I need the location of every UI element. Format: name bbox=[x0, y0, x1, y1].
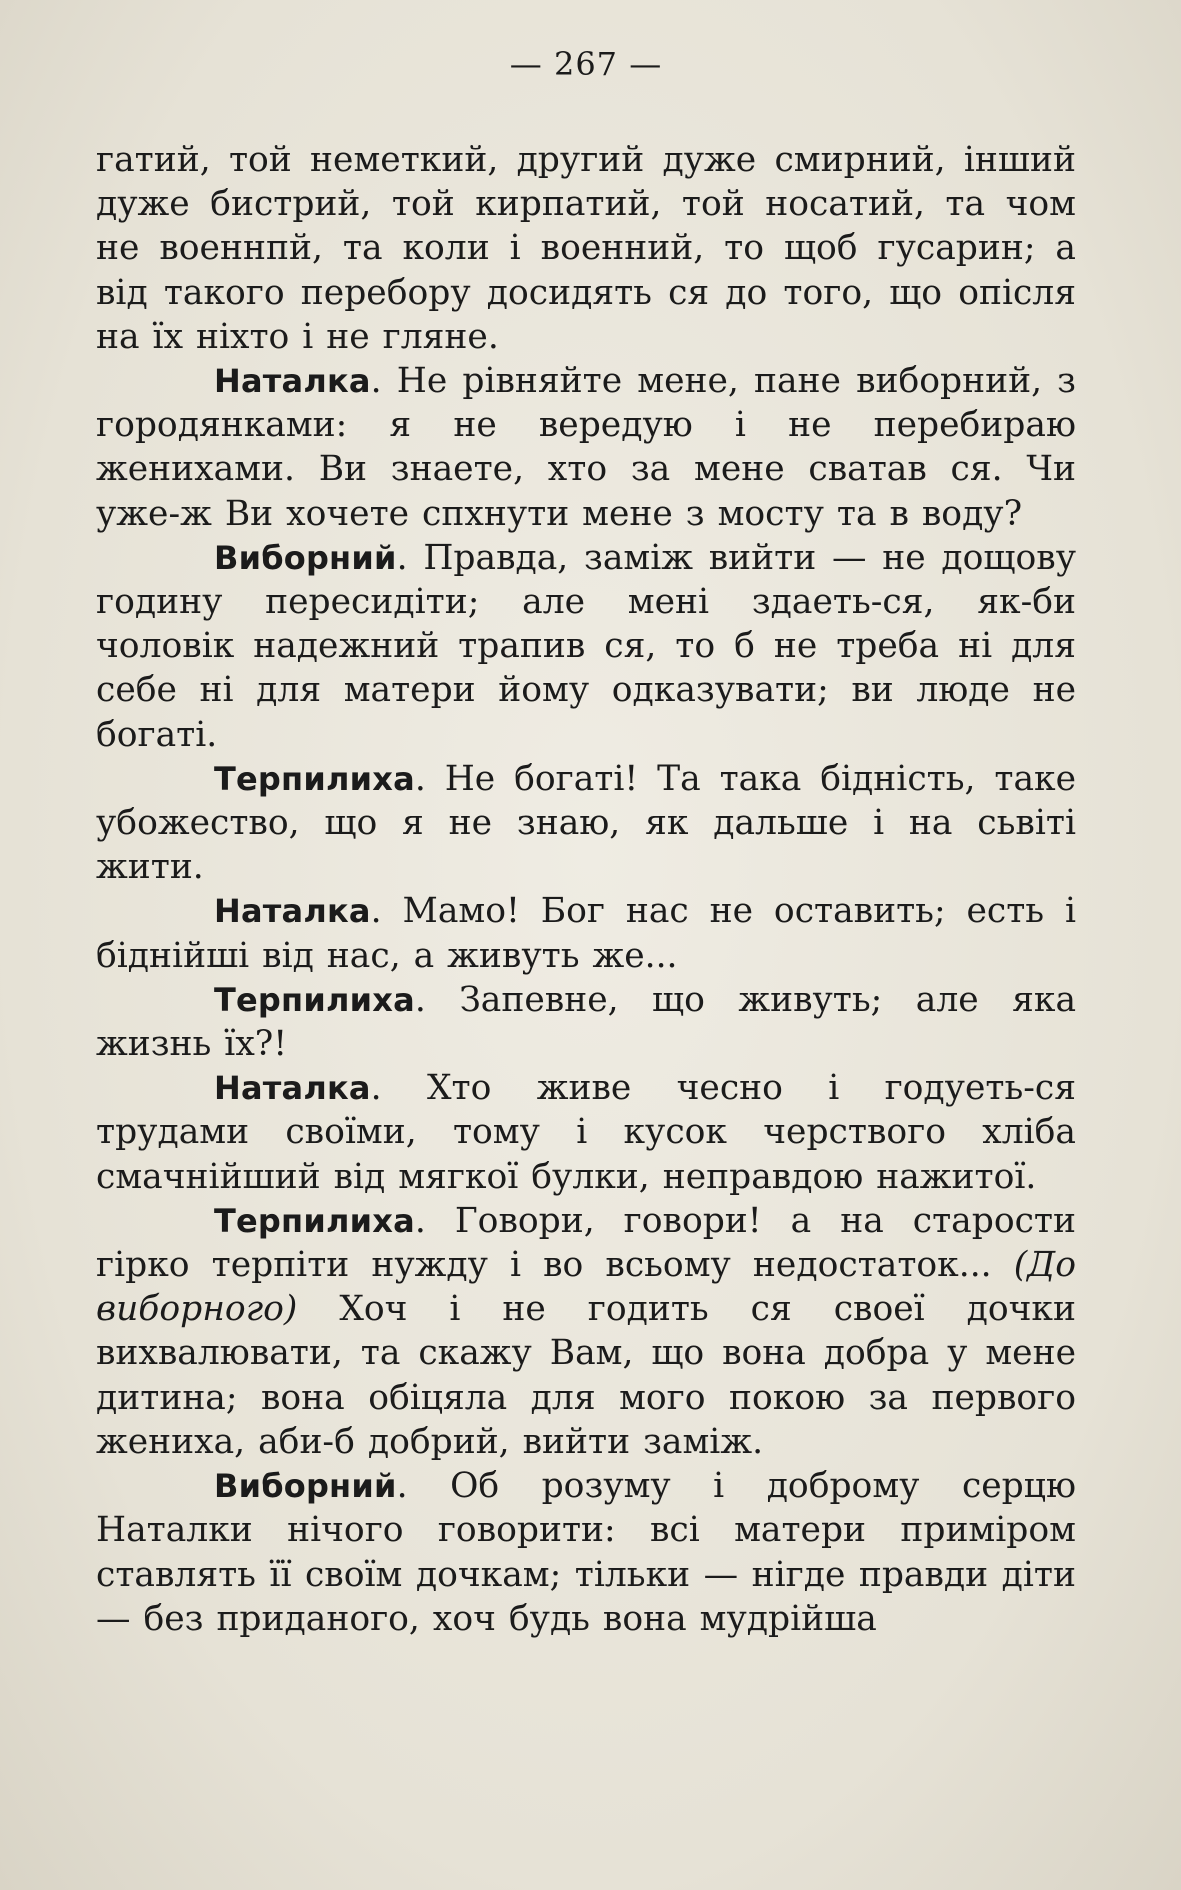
speaker-separator: . bbox=[414, 1200, 455, 1241]
paragraph-text: Хто живе чесно і годуеть-ся трудами своїми, тому і кусок черствого хліба смачнійший від мягкої булки, неправдою нажитої. bbox=[96, 1068, 1077, 1197]
paragraph-natalka-3 bbox=[96, 1066, 1076, 1199]
paragraph-text: гатий, той неметкий, другий дуже смирний, інший дуже бистрий, той кирпатий, той носатий, та чом не военнпй, та коли і военний, то щоб гусарин; а від такого перебору досидять ся до того, що опісля на їх ніхто і не гляне. bbox=[96, 140, 1076, 357]
paragraph-vybornyi-1 bbox=[96, 536, 1076, 757]
speaker-name: Виборний bbox=[214, 538, 397, 577]
paragraph-text: Запевне, що живуть; але яка жизнь їх?! bbox=[96, 979, 1077, 1065]
paragraph-text: Не богаті! Та така бідність, таке убожество, що я не знаю, як дальше і на сьвіті жити. bbox=[96, 758, 1076, 888]
speaker-separator: . bbox=[414, 979, 460, 1020]
speaker-separator: . bbox=[370, 1068, 427, 1109]
stage-direction: (До виборного) bbox=[96, 1245, 1076, 1330]
paragraph-terpylykha-2 bbox=[96, 978, 1076, 1066]
speaker-name: Виборний bbox=[214, 1467, 397, 1506]
speaker-separator: . bbox=[396, 1466, 451, 1507]
paragraph-text: Мамо! Бог нас не оставить; есть і біднійші від нас, а живуть же... bbox=[96, 891, 1076, 976]
speaker-separator: . bbox=[414, 758, 445, 799]
paragraph-continuation bbox=[96, 138, 1076, 359]
paragraph-text: Говори, говори! а на старости гірко терпіти нужду і во всьому недостаток... bbox=[96, 1200, 1077, 1286]
speaker-name: Наталка bbox=[214, 892, 371, 931]
play-text bbox=[96, 138, 1076, 1641]
speaker-separator: . bbox=[370, 361, 397, 402]
speaker-separator: . bbox=[370, 891, 403, 932]
paragraph-natalka-1 bbox=[96, 359, 1076, 536]
paragraph-text-continued: Хоч і не годить ся своеї дочки вихвалювати, та скажу Вам, що вона добра у мене дитина; вона обіцяла для мого покою за первого жениха, аби-б добрий, вийти заміж. bbox=[96, 1289, 1076, 1462]
paragraph-terpylykha-1 bbox=[96, 757, 1076, 890]
speaker-name: Терпилиха bbox=[214, 759, 415, 798]
paragraph-text: Правда, заміж вийти — не дощову годину пересидіти; але мені здаеть-ся, як-би чоловік надежний трапив ся, то б не треба ні для себе ні для матери йому одказувати; ви люде не богаті. bbox=[96, 537, 1076, 755]
page-number: — 267 — bbox=[509, 45, 663, 83]
paragraph-natalka-2 bbox=[96, 889, 1076, 977]
speaker-name: Наталка bbox=[214, 1069, 371, 1108]
speaker-separator: . bbox=[396, 537, 424, 578]
paragraph-vybornyi-2 bbox=[96, 1464, 1076, 1641]
speaker-name: Терпилиха bbox=[214, 1201, 415, 1240]
speaker-name: Наталка bbox=[214, 362, 371, 401]
paragraph-terpylykha-3 bbox=[96, 1199, 1076, 1464]
speaker-name: Терпилиха bbox=[214, 980, 415, 1019]
paragraph-text: Об розуму і доброму серцю Наталки нічого говорити: всі матери приміром ставлять її своїм дочкам; тільки — нігде правди діти — без приданого, хоч будь вона мудрійша bbox=[96, 1466, 1076, 1639]
paragraph-text: Не рівняйте мене, пане виборний, з городянками: я не вередую і не перебираю женихами. Ви знаете, хто за мене сватав ся. Чи уже-ж Ви хочете спхнути мене з мосту та в воду? bbox=[96, 361, 1076, 534]
